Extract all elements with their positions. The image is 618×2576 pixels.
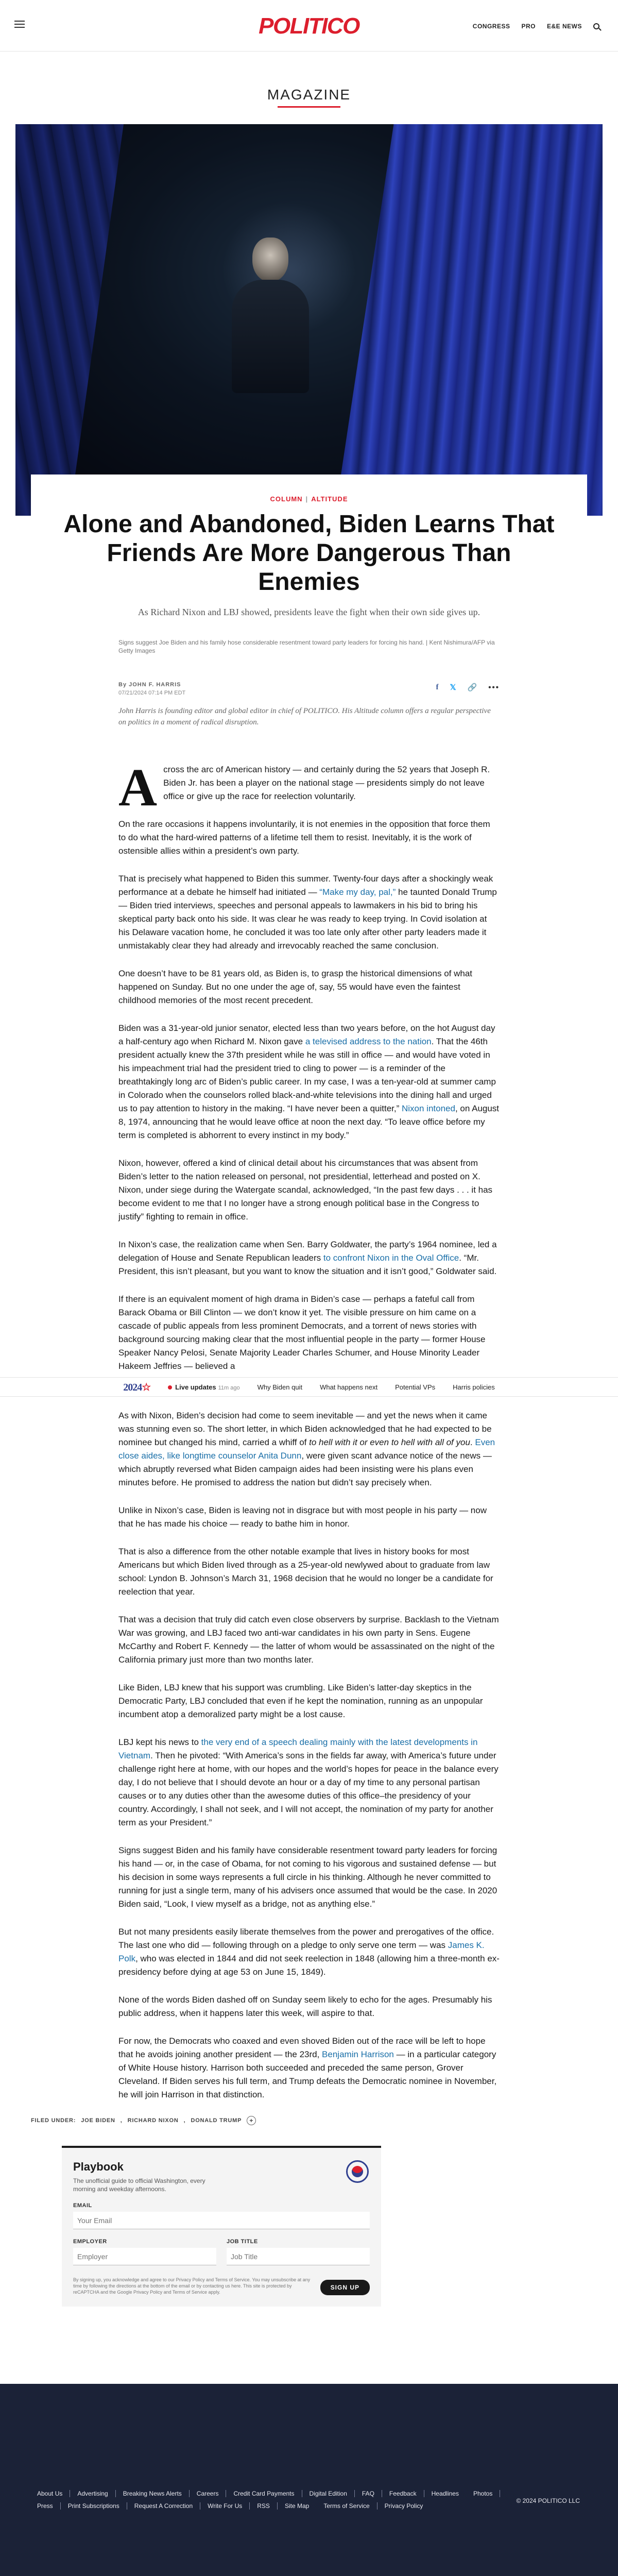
footer-link[interactable]: Write For Us xyxy=(208,2502,250,2510)
tag-link[interactable]: RICHARD NIXON xyxy=(127,2117,179,2124)
hero-figure xyxy=(242,238,299,392)
kicker-altitude[interactable]: ALTITUDE xyxy=(311,495,348,503)
job-title-input[interactable] xyxy=(227,2248,370,2265)
footer-link[interactable]: Headlines xyxy=(431,2490,459,2497)
email-label: EMAIL xyxy=(73,2202,92,2209)
newsletter-desc: The unofficial guide to official Washington, every morning and weekday afternoons. xyxy=(73,2177,205,2193)
kicker-column[interactable]: COLUMN xyxy=(270,495,303,503)
facebook-icon[interactable]: f xyxy=(436,683,439,691)
paragraph: In Nixon’s case, the realization came when Sen. Barry Goldwater, the party’s 1964 nominee, led a delegation of House and Senate Republican leaders to confront Nixon in the Oval Office. “Mr. President, this isn’t pleasant, but you want to know the situation and it isn’t good,” Goldwater said. xyxy=(118,1240,497,1276)
inline-link[interactable]: Benjamin Harrison xyxy=(322,2049,394,2059)
tag-link[interactable]: JOE BIDEN xyxy=(81,2117,115,2124)
author-bio: John Harris is founding editor and global editor in chief of POLITICO. His Altitude column offers a regular perspective on politics in a moment of radical disruption. xyxy=(118,707,491,726)
paragraph: But not many presidents easily liberate themselves from the power and prerogatives of the office. The last one who did — following through on a pledge to only serve one term — was James K. Polk, who was elected in 1844 and did not seek reelection in 1848 (allowing him a three-month ex-presidency before dying at age 53 on June 15, 1849). xyxy=(118,1927,500,1977)
inline-link[interactable]: a televised address to the nation xyxy=(305,1037,432,1046)
footer-link[interactable]: Photos xyxy=(473,2490,500,2497)
footer-link[interactable]: Breaking News Alerts xyxy=(123,2490,190,2497)
paragraph: Signs suggest Biden and his family have considerable resentment toward party leaders for forcing his hand — or, in the case of Obama, for not coming to his vigorous and sustained defense — but his decision in some ways represents a full circle in his thinking. Although he never committed to running for just a single term, many of his advisers once assumed that would be the case. In 2020 Biden said, “Look, I view myself as a bridge, not as anything else.” xyxy=(118,1845,497,1909)
site-footer xyxy=(0,2384,618,2576)
inline-link[interactable]: to confront Nixon in the Oval Office xyxy=(323,1253,459,1263)
paragraph: Across the arc of American history — and certainly during the 52 years that Joseph R. Biden Jr. has been a player on the national stage — presidents simply do not leave office or give up the race for reelection voluntarily. xyxy=(118,758,490,817)
inline-link[interactable]: “Make my day, pal,” xyxy=(319,887,396,897)
paragraph: That is also a difference from the other notable example that lives in history books for most Americans but which Biden lived through as a 25-year-old newlywed about to graduate from law school: Lyndon B. Johnson’s March 31, 1968 decision that he would no longer be a candidate for reelection that year. xyxy=(118,1547,493,1597)
menu-icon[interactable] xyxy=(14,21,25,28)
inline-link[interactable]: Nixon intoned xyxy=(402,1104,455,1113)
article-body-continued xyxy=(118,1409,500,2102)
footer-link[interactable]: FAQ xyxy=(362,2490,382,2497)
inline-link[interactable]: James K. Polk xyxy=(118,1940,485,1963)
expand-tags-icon[interactable]: + xyxy=(247,2116,256,2125)
email-input[interactable] xyxy=(73,2212,370,2229)
share-bar xyxy=(436,683,500,692)
brand-2024[interactable]: 2024☆ xyxy=(123,1381,151,1393)
live-item[interactable]: Harris policies xyxy=(453,1383,495,1391)
dropcap: A xyxy=(118,758,158,817)
tag-link[interactable]: DONALD TRUMP xyxy=(191,2117,242,2124)
dek: As Richard Nixon and LBJ showed, presidents leave the fight when their own side gives up. xyxy=(138,607,480,617)
paragraph: On the rare occasions it happens involuntarily, it is not enemies in the opposition that force them to do what the hard-wired patterns of a lifetime tell them to resist. Inevitably, it is the work of ostensible allies within a president’s own party. xyxy=(118,819,490,856)
paragraph: That was a decision that truly did catch even close observers by surprise. Backlash to the Vietnam War was growing, and LBJ faced two anti-war candidates in his own party in Sens. Eugene McCarthy and Robert F. Kennedy — the latter of whom would be assassinated on the night of the California primary just more than two months later. xyxy=(118,1615,499,1665)
live-updates-link[interactable]: Live updates 11m ago xyxy=(168,1383,239,1391)
paragraph: Nixon, however, offered a kind of clinical detail about his circumstances that was absent from Biden’s letter to the nation released on personal, not presidential, letterhead and posted on X. Nixon, under siege during the Watergate scandal, acknowledged, “In the past few days . . . it has become evident to me that I no longer have a strong enough political base in the Congress to justify” fighting to remain in office. xyxy=(118,1158,493,1222)
live-item[interactable]: What happens next xyxy=(320,1383,378,1391)
more-icon[interactable]: ••• xyxy=(488,683,500,692)
title-card xyxy=(31,474,587,618)
article-body xyxy=(118,758,500,1373)
footer-link[interactable]: About Us xyxy=(37,2490,70,2497)
sign-up-button[interactable]: SIGN UP xyxy=(320,2280,370,2295)
footer-link[interactable]: Digital Edition xyxy=(310,2490,355,2497)
nav-pro[interactable]: PRO xyxy=(521,23,536,30)
inline-link[interactable]: Even close aides, like longtime counselor Anita Dunn xyxy=(118,1437,495,1461)
footer-link[interactable]: Site Map xyxy=(284,2502,310,2510)
footer-link[interactable]: Careers xyxy=(197,2490,227,2497)
paragraph: Unlike in Nixon’s case, Biden is leaving not in disgrace but with most people in his party — now that he has made his choice — ready to bathe him in honor. xyxy=(118,1505,487,1529)
paragraph: Biden was a 31-year-old junior senator, elected less than two years before, on the hot August day a half-century ago when Richard M. Nixon gave a televised address to the nation. That the 46th president actually knew the 37th president while he was still in office — and would have voted in his impeachment trial had the president tried to cling to power — is a reminder of the breathtakingly long arc of Biden’s public career. In my case, I was a ten-year-old at summer camp in Colorado when the counselors rolled black-and-white televisions into the dining hall and urged us to pay attention to history in the making. “I have never been a quitter,” Nixon intoned, on August 8, 1974, announcing that he would leave office at noon the next day. “To leave office before my term is completed is abhorrent to every instinct in my body.” xyxy=(118,1023,500,1140)
footer-link[interactable]: Terms of Service xyxy=(323,2502,377,2510)
publish-date: 07/21/2024 07:14 PM EDT xyxy=(118,690,186,696)
paragraph: None of the words Biden dashed off on Sunday seem likely to echo for the ages. Presumably his public address, when it happens later this week, will aspire to that. xyxy=(118,1995,492,2018)
copyright: © 2024 POLITICO LLC xyxy=(516,2497,580,2504)
footer-link[interactable]: Press xyxy=(37,2502,61,2510)
headline: Alone and Abandoned, Biden Learns That Friends Are More Dangerous Than Enemies xyxy=(63,511,555,596)
paragraph: For now, the Democrats who coaxed and even shoved Biden out of the race will be left to hope that he avoids joining another president — the 23rd, Benjamin Harrison — in a particular category of White House history. Harrison both succeeded and preceded the same person, Grover Cleveland. If Biden serves his full term, and Trump defeats the Democratic nominee in November, he will join Harrison in that distinction. xyxy=(118,2036,497,2099)
live-updates-bar xyxy=(0,1377,618,1397)
hero-image xyxy=(15,124,603,516)
kicker: COLUMN | ALTITUDE xyxy=(270,495,348,503)
footer-link[interactable]: Print Subscriptions xyxy=(68,2502,127,2510)
footer-links xyxy=(37,2490,501,2510)
live-item[interactable]: Potential VPs xyxy=(395,1383,436,1391)
newsletter-legal: By signing up, you acknowledge and agree to our Privacy Policy and Terms of Service. You may unsubscribe at any time by following the directions at the bottom of the email or by contacting us here. This site is protected by reCAPTCHA and the Google Privacy Policy and Terms of Service apply. xyxy=(73,2277,311,2295)
byline[interactable]: By JOHN F. HARRIS xyxy=(118,682,181,688)
top-nav xyxy=(473,23,599,30)
nav-ee-news[interactable]: E&E NEWS xyxy=(546,23,582,30)
hero-curtain-left xyxy=(15,124,170,516)
footer-link[interactable]: Feedback xyxy=(389,2490,424,2497)
paragraph: One doesn’t have to be 81 years old, as Biden is, to grasp the historical dimensions of what happened on Sunday. But no one under the age of, say, 55 would have even the faintest childhood memories of the most recent precedent. xyxy=(118,969,473,1005)
site-header xyxy=(0,0,618,52)
footer-link[interactable]: Privacy Policy xyxy=(384,2502,423,2510)
section-label[interactable]: MAGAZINE xyxy=(267,87,351,103)
paragraph: That is precisely what happened to Biden this summer. Twenty-four days after a shockingly weak performance at a debate he himself had initiated — “Make my day, pal,” he taunted Donald Trump — Biden tried interviews, speeches and personal appeals to lawmakers in his bid to bring his skeptical party back onto his side. It was clear he was ready to keep trying. In Covid isolation at his Delaware vacation home, he concluded it was too late only after other party leaders made it unmistakably clear they had already and irrevocably reached the same conclusion. xyxy=(118,874,497,951)
hero-curtain-right xyxy=(335,124,603,516)
filed-under: FILED UNDER: JOE BIDEN , RICHARD NIXON , DONALD TRUMP + xyxy=(31,2116,587,2125)
filed-label: FILED UNDER: xyxy=(31,2117,76,2124)
footer-link[interactable]: Request A Correction xyxy=(134,2502,200,2510)
inline-link[interactable]: the very end of a speech dealing mainly with the latest developments in Vietnam xyxy=(118,1737,478,1760)
twitter-icon[interactable]: 𝕏 xyxy=(450,683,456,692)
footer-link[interactable]: Advertising xyxy=(77,2490,115,2497)
live-dot-icon xyxy=(168,1385,172,1389)
employer-label: EMPLOYER xyxy=(73,2239,107,2245)
footer-link[interactable]: RSS xyxy=(257,2502,278,2510)
paragraph: LBJ kept his news to the very end of a speech dealing mainly with the latest developments in Vietnam. Then he pivoted: “With America’s sons in the fields far away, with America’s future under challenge right here at home, with our hopes and the world’s hopes for peace in the balance every day, I do not believe that I should devote an hour or a day of my time to any personal partisan causes or to any duties other than the awesome duties of this office–the presidency of your country. Accordingly, I shall not seek, and I will not accept, the nomination of my party for another term as your President.” xyxy=(118,1737,499,1827)
nav-congress[interactable]: CONGRESS xyxy=(472,23,510,30)
employer-input[interactable] xyxy=(73,2248,216,2265)
job-title-label: JOB TITLE xyxy=(227,2239,258,2245)
newsletter-signup xyxy=(62,2146,381,2307)
byline-row xyxy=(118,682,500,696)
paragraph: If there is an equivalent moment of high drama in Biden’s case — perhaps a fateful call from Barack Obama or Bill Clinton — we don’t know it yet. The visible pressure on him came on a cascade of public appeals from less prominent Democrats, and a torrent of news stories with background sourcing making clear that the most influential people in the party — former House Speaker Nancy Pelosi, Senate Majority Leader Charles Schumer, and House Minority Leader Hakeem Jeffries — believed a xyxy=(118,1294,486,1371)
photo-caption: Signs suggest Joe Biden and his family hose considerable resentment toward party leaders for forcing his hand. | Kent Nishimura/AFP via Getty Images xyxy=(118,639,495,654)
live-item[interactable]: Why Biden quit xyxy=(257,1383,303,1391)
paragraph: Like Biden, LBJ knew that his support was crumbling. Like Biden’s latter-day skeptics in the Democratic Party, LBJ concluded that even if he kept the nomination, running as an unpopular incumbent atop a demoralized party might be a lost cause. xyxy=(118,1683,483,1719)
paragraph: As with Nixon, Biden’s decision had come to seem inevitable — and yet the news when it came was stunning even so. The short letter, in which Biden acknowledged that he had expected to be nominee but changed his mind, carried a whiff of to hell with it or even to hell with all of you. Even close aides, like longtime counselor Anita Dunn, were given scant advance notice of the news — which abruptly reversed what Biden campaign aides had been insisting were his plans even minutes before. He promised to address the nation but didn’t say precisely when. xyxy=(118,1411,495,1487)
footer-link[interactable]: Credit Card Payments xyxy=(233,2490,302,2497)
section-rule xyxy=(278,106,340,108)
link-icon[interactable]: 🔗 xyxy=(467,683,477,692)
newsletter-title: Playbook xyxy=(73,2160,124,2173)
politico-logo[interactable]: POLITICO xyxy=(259,13,359,39)
playbook-badge-icon xyxy=(346,2160,369,2183)
search-icon[interactable] xyxy=(593,23,599,29)
